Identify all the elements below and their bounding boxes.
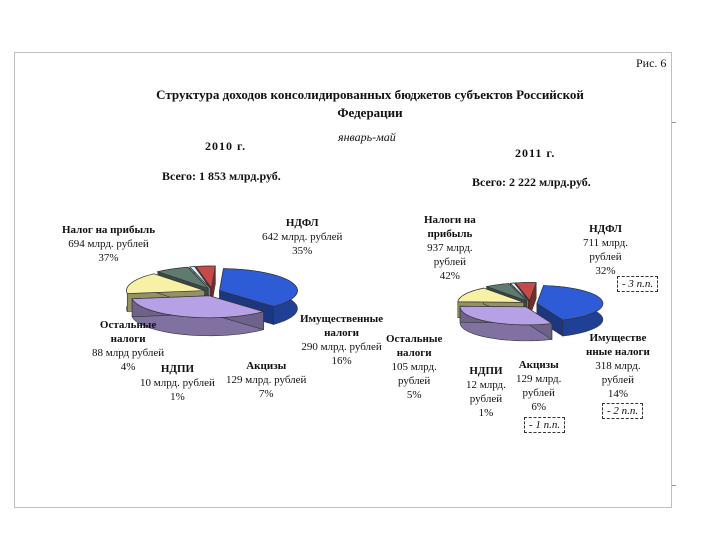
label-value: 694 млрд. рублей — [68, 238, 149, 250]
label-value: 105 млрд. — [391, 361, 437, 373]
label-percent: 32% — [595, 265, 616, 277]
label-value: 290 млрд. рублей — [301, 341, 382, 353]
label-property-2011 — [586, 331, 650, 401]
label-value: рублей — [589, 251, 622, 263]
label-name: налоги — [396, 347, 432, 359]
label-percent: 1% — [170, 391, 185, 403]
label-percent: 16% — [331, 355, 352, 367]
label-value: рублей — [601, 374, 635, 386]
label-percent: 35% — [292, 245, 313, 257]
label-excise-2010 — [226, 359, 306, 401]
total-2010: Всего: 1 853 млрд.руб. — [162, 169, 281, 183]
chart-title: Структура доходов консолидированных бюджетов субъектов Российской Федерации — [156, 87, 584, 120]
label-value: 88 млрд рублей — [92, 347, 165, 359]
note-excise-2011: - 1 п.п. — [524, 417, 565, 433]
label-name: нные налоги — [586, 346, 650, 358]
label-value: рублей — [522, 387, 555, 399]
label-value: 12 млрд. — [466, 379, 506, 391]
label-percent: 37% — [98, 252, 119, 264]
label-value: 129 млрд. рублей — [226, 374, 307, 386]
label-property-2010 — [300, 312, 383, 368]
label-value: 318 млрд. — [595, 360, 641, 372]
label-percent: 4% — [120, 361, 136, 373]
label-percent: 42% — [439, 270, 460, 282]
label-ndfl-2011 — [583, 222, 628, 278]
label-value: рублей — [433, 256, 467, 268]
label-value: 937 млрд. — [427, 242, 473, 254]
label-percent: 14% — [607, 388, 628, 400]
label-name: налоги — [324, 327, 360, 339]
label-other-2011 — [386, 332, 442, 402]
label-profit-tax-2010 — [62, 223, 155, 265]
label-value: 642 млрд. рублей — [262, 231, 343, 243]
label-ndfl-2010 — [262, 216, 342, 258]
label-value: рублей — [398, 375, 431, 387]
label-name: НДФЛ — [589, 223, 622, 235]
label-name: НДФЛ — [285, 217, 319, 229]
label-name: Акцизы — [518, 359, 559, 371]
label-excise-2011 — [516, 358, 561, 414]
label-value: 10 млрд. рублей — [140, 377, 215, 389]
label-percent: 1% — [478, 407, 494, 419]
label-percent: 7% — [258, 388, 274, 400]
year-2010: 2010 г. — [205, 139, 247, 153]
label-name: налоги — [110, 333, 146, 345]
label-value: 711 млрд. — [583, 237, 628, 249]
label-value: 129 млрд. — [516, 373, 562, 385]
pie-2011 — [458, 283, 603, 341]
label-name: Остальные — [99, 319, 157, 331]
label-value: рублей — [469, 393, 503, 405]
total-2011: Всего: 2 222 млрд.руб. — [472, 175, 591, 189]
label-name: Имуществе — [589, 332, 647, 344]
label-name: прибыль — [427, 228, 473, 240]
label-ndpi-2010 — [140, 362, 215, 404]
note-ndfl-2011: - 3 п.п. — [617, 276, 658, 292]
label-ndpi-2011 — [466, 364, 506, 420]
note-property-2011: - 2 п.п. — [602, 403, 643, 419]
label-name: НДПИ — [469, 365, 503, 377]
label-name: Остальные — [386, 333, 443, 345]
label-name: Налог на прибыль — [62, 224, 156, 236]
label-percent: 6% — [531, 401, 547, 413]
label-name: НДПИ — [160, 363, 195, 375]
label-percent: 5% — [406, 389, 422, 401]
label-name: Налоги на — [424, 214, 476, 226]
label-name: Имущественные — [300, 313, 384, 325]
period-label: январь-май — [338, 130, 396, 144]
label-profit-tax-2011 — [424, 213, 476, 283]
figure-label: Рис. 6 — [636, 56, 667, 70]
year-2011: 2011 г. — [515, 146, 556, 160]
label-name: Акцизы — [246, 360, 287, 372]
